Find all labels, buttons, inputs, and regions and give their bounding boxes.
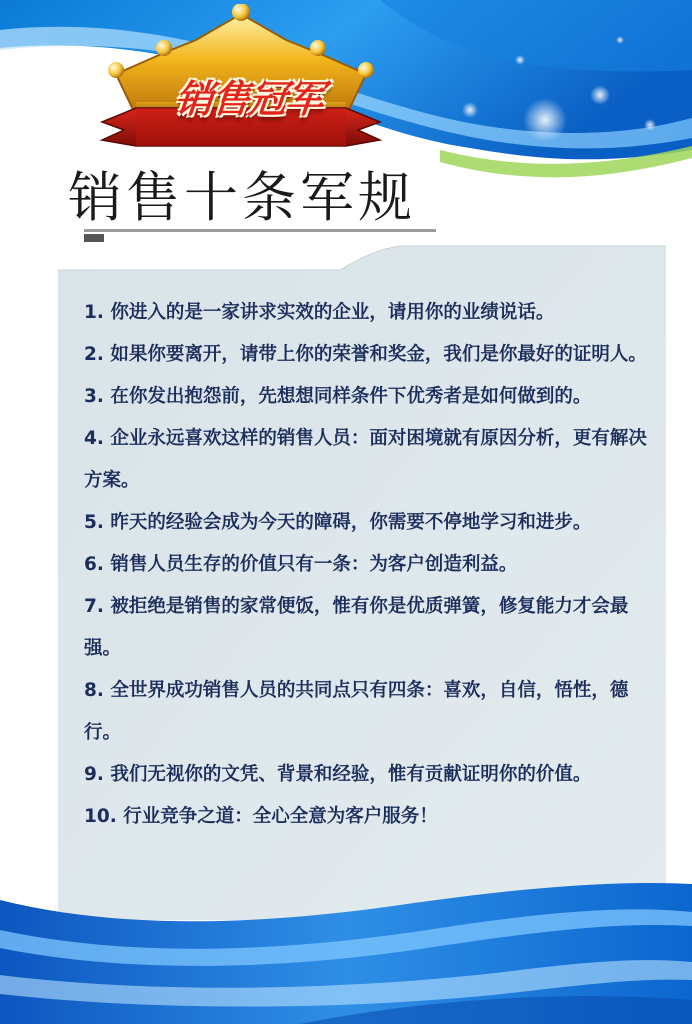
rule-item: 8. 全世界成功销售人员的共同点只有四条：喜欢，自信，悟性，德行。: [84, 680, 629, 743]
rule-item: 6. 销售人员生存的价值只有一条：为客户创造利益。: [84, 554, 518, 575]
badge-text: 销售冠军: [172, 76, 326, 121]
page-title: 销售十条军规: [68, 166, 416, 229]
rule-item: 4. 企业永远喜欢这样的销售人员：面对困境就有原因分析，更有解决方案。: [84, 428, 647, 491]
rule-item: 10. 行业竞争之道：全心全意为客户服务！: [84, 806, 438, 827]
sales-champion-badge: [96, 4, 386, 164]
title-accent-bar: [84, 234, 104, 242]
rule-item: 2. 如果你要离开，请带上你的荣誉和奖金，我们是你最好的证明人。: [84, 344, 647, 365]
rule-item: 7. 被拒绝是销售的家常便饭，惟有你是优质弹簧，修复能力才会最强。: [84, 596, 629, 659]
rule-item: 9. 我们无视你的文凭、背景和经验，惟有贡献证明你的价值。: [84, 764, 592, 785]
title-underline: [84, 229, 436, 232]
rules-list: [84, 292, 654, 838]
rule-item: 1. 你进入的是一家讲求实效的企业，请用你的业绩说话。: [84, 302, 555, 323]
rule-item: 3. 在你发出抱怨前，先想想同样条件下优秀者是如何做到的。: [84, 386, 592, 407]
rule-item: 5. 昨天的经验会成为今天的障碍，你需要不停地学习和进步。: [84, 512, 592, 533]
